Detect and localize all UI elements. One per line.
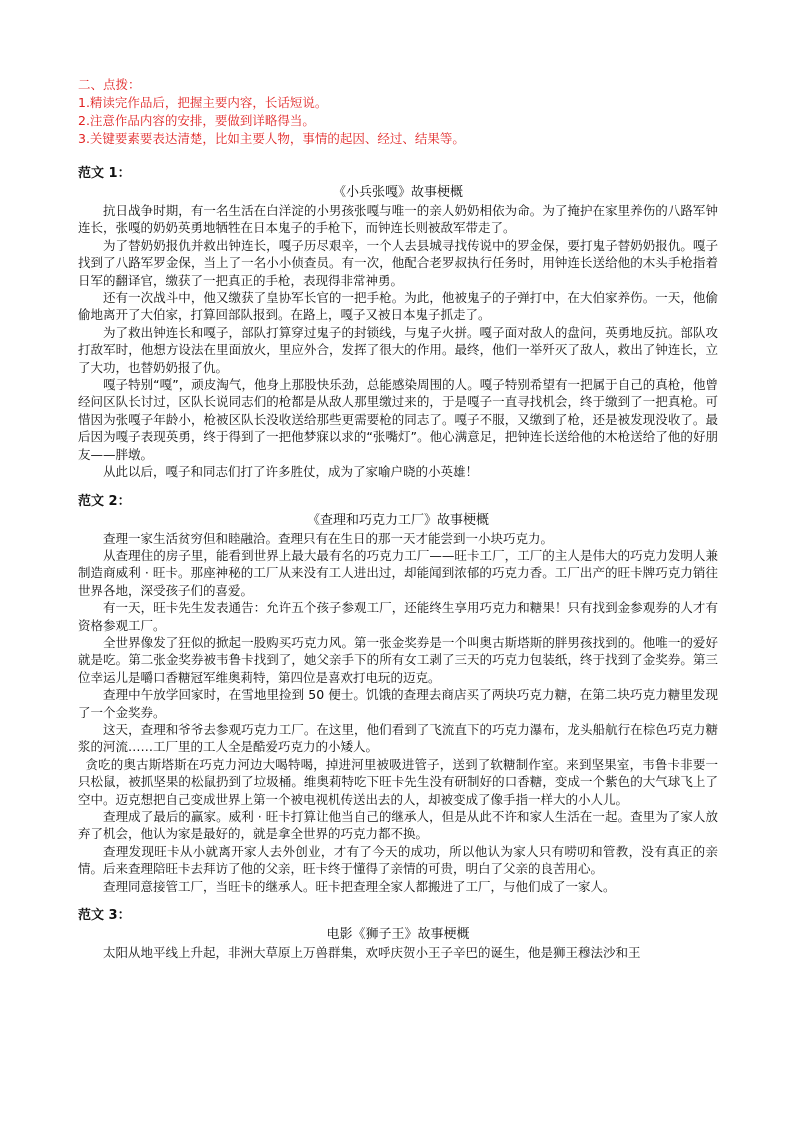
essay-paragraph: 嘎子特别“嘎”，顽皮淘气，他身上那股快乐劲，总能感染周围的人。嘎子特别希望有一把属于自己的真枪，他曾经问区队长讨过，区队长说同志们的枪都是从敌人那里缴过来的，于是嘎子一直寻找机会，终于缴到了一把真枪。可惜因为张嘎子年龄小，枪被区队长没收送给那些更需要枪的同志了。嘎子不服，又缴到了枪，还是被发现没收了。最后因为嘎子表现英勇，终于得到了一把他梦寐以求的“张嘴灯”。他心满意足，把钟连长送给他的木枪送给了他的好朋友——胖墩。 bbox=[78, 377, 718, 462]
essay-paragraph: 查理发现旺卡从小就离开家人去外创业，才有了今天的成功，所以他认为家人只有唠叨和管教，没有真正的亲情。后来查理陪旺卡去拜访了他的父亲，旺卡终于懂得了亲情的可贵，明白了父亲的良苦用心。 bbox=[78, 843, 718, 877]
essay-2 bbox=[78, 492, 718, 896]
essay-title: 电影《狮子王》故事梗概 bbox=[326, 927, 470, 943]
essay-paragraph: 查理中午放学回家时，在雪地里捡到 50 便士。饥饿的查理去商店买了两块巧克力糖，在第二块巧克力糖里发现了一个金奖券。 bbox=[78, 687, 718, 720]
essay-paragraph: 这天，查理和爷爷去参观巧克力工厂。在这里，他们看到了飞流直下的巧克力瀑布，龙头船航行在棕色巧克力糖浆的河流……工厂里的工人全是酷爱巧克力的小矮人。 bbox=[78, 721, 718, 755]
essay-paragraph: 从此以后，嘎子和同志们打了许多胜仗，成为了家喻户晓的小英雄！ bbox=[103, 464, 479, 480]
essay-label: 范文 2： bbox=[78, 493, 131, 509]
tip-item: 3.关键要素要表达清楚，比如主要人物，事情的起因、经过、结果等。 bbox=[78, 131, 465, 146]
tips-heading: 二、点拨： bbox=[78, 77, 141, 92]
essay-paragraph: 有一天，旺卡先生发表通告：允许五个孩子参观工厂，还能终生享用巧克力和糖果！只有找到金参观券的人才有资格参观工厂。 bbox=[78, 600, 718, 633]
essay-paragraph: 为了替奶奶报仇并救出钟连长，嘎子历尽艰辛，一个人去县城寻找传说中的罗金保，要打鬼子替奶奶报仇。嘎子找到了八路军罗金保，当上了一名小小侦查员。有一次，他配合老罗叔执行任务时，用钟连长送给他的木头手枪指着日军的翻译官，缴获了一把真正的手枪，表现得非常神勇。 bbox=[78, 237, 718, 288]
essay-paragraph: 从查理住的房子里，能看到世界上最大最有名的巧克力工厂——旺卡工厂，工厂的主人是伟大的巧克力发明人兼制造商威利 · 旺卡。那座神秘的工厂从来没有工人进出过，却能闻到浓郁的巧克力香。工厂出产的旺卡牌巧克力销往世界各地，深受孩子们的喜爱。 bbox=[78, 547, 718, 598]
essay-paragraph: 为了救出钟连长和嘎子，部队打算穿过鬼子的封锁线，与鬼子火拼。嘎子面对敌人的盘问，英勇地反抗。部队攻打敌军时，他想方设法在里面放火，里应外合，发挥了很大的作用。最终，他们一举歼灭了敌人，救出了钟连长，立了大功，也替奶奶报了仇。 bbox=[78, 324, 718, 375]
essay-paragraph: 查理同意接管工厂，当旺卡的继承人。旺卡把查理全家人都搬进了工厂，与他们成了一家人。 bbox=[103, 878, 616, 894]
essay-label: 范文 1： bbox=[78, 166, 131, 181]
essay-paragraph: 查理成了最后的赢家。威利 · 旺卡打算让他当自己的继承人，但是从此不许和家人生活在一起。查里为了家人放弃了机会，他认为家是最好的，就是拿全世界的巧克力都不换。 bbox=[78, 809, 718, 842]
essay-title: 《小兵张嘎》故事梗概 bbox=[332, 185, 463, 200]
tips-section bbox=[78, 76, 718, 148]
tip-item: 1.精读完作品后，把握主要内容，长话短说。 bbox=[78, 95, 328, 110]
essay-paragraph: 抗日战争时期，有一名生活在白洋淀的小男孩张嘎与唯一的亲人奶奶相依为命。为了掩护在家里养伤的八路军钟连长，张嘎的奶奶英勇地牺牲在日本鬼子的手枪下，而钟连长则被敌军带走了。 bbox=[78, 203, 718, 236]
essay-paragraph: 还有一次战斗中，他又缴获了皇协军长官的一把手枪。为此，他被鬼子的子弹打中，在大伯家养伤。一天，他偷偷地离开了大伯家，打算回部队报到。在路上，嘎子又被日本鬼子抓走了。 bbox=[78, 290, 718, 323]
essay-3 bbox=[78, 906, 718, 961]
essay-paragraph: 贪吃的奥古斯塔斯在巧克力河边大喝特喝，掉进河里被吸进管子，送到了软糖制作室。来到坚果室，韦鲁卡非要一只松鼠，被抓坚果的松鼠扔到了垃圾桶。维奥莉特吃下旺卡先生没有研制好的口香糖，变成一个紫色的大气球飞上了空中。迈克想把自己变成世界上第一个被电视机传送出去的人，却被变成了像手指一样大的小人儿。 bbox=[78, 756, 718, 807]
essay-paragraph: 太阳从地平线上升起，非洲大草原上万兽群集，欢呼庆贺小王子辛巴的诞生，他是狮王穆法沙和王 bbox=[103, 945, 641, 961]
document-page bbox=[78, 76, 718, 961]
essay-label: 范文 3： bbox=[78, 908, 131, 924]
essay-paragraph: 查理一家生活贫穷但和睦融洽。查理只有在生日的那一天才能尝到一小块巧克力。 bbox=[103, 530, 554, 546]
essay-paragraph: 全世界像发了狂似的掀起一股购买巧克力风。第一张金奖券是一个叫奥古斯塔斯的胖男孩找到的。他唯一的爱好就是吃。第二张金奖券被韦鲁卡找到了，她父亲手下的所有女工剥了三天的巧克力包装纸，终于找到了金奖券。第三位幸运儿是嚼口香糖冠军维奥莉特，第四位是喜欢打电玩的迈克。 bbox=[78, 634, 718, 685]
tip-item: 2.注意作品内容的安排，要做到详略得当。 bbox=[78, 113, 315, 128]
essay-title: 《查理和巧克力工厂》故事梗概 bbox=[306, 512, 489, 528]
essay-1 bbox=[78, 164, 718, 481]
